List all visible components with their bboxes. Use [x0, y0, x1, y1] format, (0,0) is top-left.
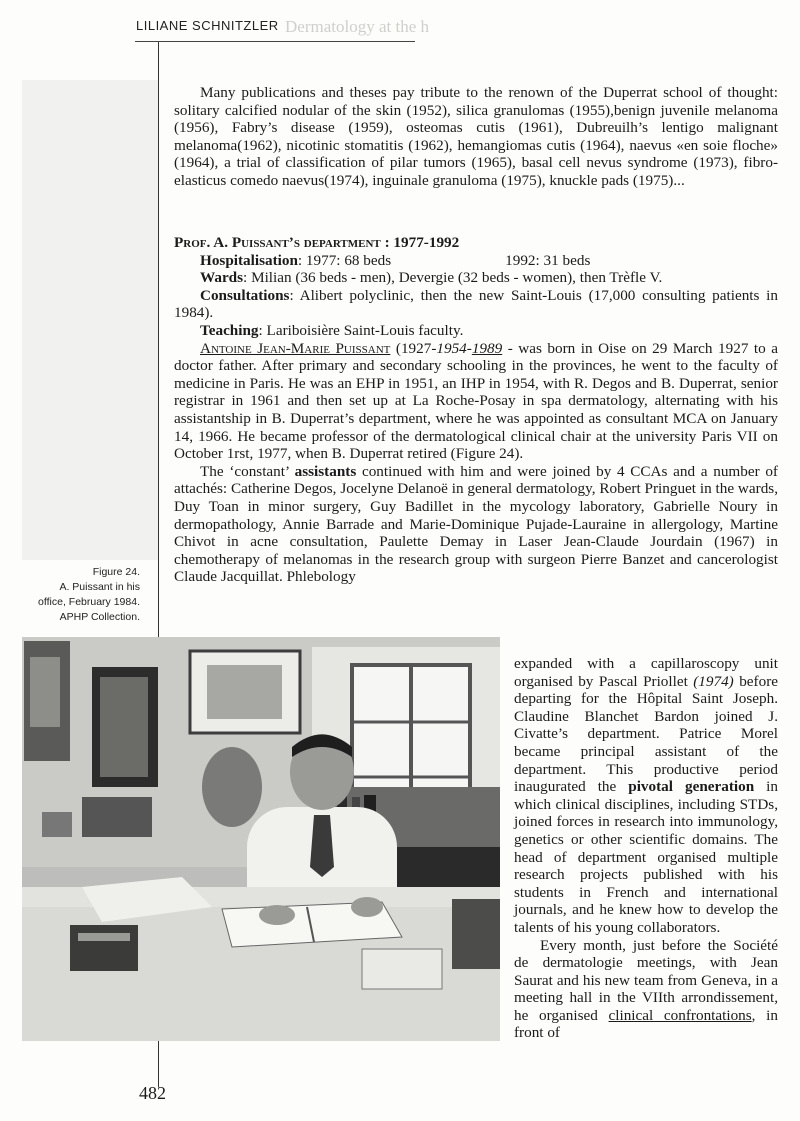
right-col-year: (1974)	[693, 672, 734, 690]
biography-text: - was born in Oise on 29 March 1927 to a doctor father. After primary and secondary schooling in the provinces, he went to the faculty of medicine in Paris. He was an EHP in 1951, an IHP in 1954, with R. Degos and B. Duperrat, senior registrar in 1961 and then set up at La Roche-Posay in spa dermatology, alternating with his assistantship in B. Duperrat’s department, where he was appointed as consultant MCA on January 14, 1966. He became professor of the dermatological clinical chair at the university Paris VII on October 1rst, 1977, when B. Duperrat retired (Figure 24).	[174, 339, 778, 463]
meetings-paragraph	[514, 937, 778, 1043]
assistants-bold: assistants	[294, 462, 357, 480]
wards-text: : Milian (36 beds - men), Devergie (32 beds - women), then Trèfle V.	[243, 269, 663, 287]
right-col-line2: organised by Pascal Priollet	[514, 672, 694, 690]
caption-credit: APHP Collection.	[59, 611, 140, 623]
caption-line2: A. Puissant in his	[59, 581, 140, 593]
department-block	[174, 234, 778, 586]
caption-line3: office, February 1984.	[38, 596, 140, 608]
biography-date-end: 1989	[471, 339, 503, 357]
intro-paragraph: Many publications and theses pay tribute to the renown of the Duperrat school of thought: solitary calcified nodular of the skin (1952), silica granulomas (1955),benign juvenile melanoma (1956), Fabry’s disease (1959), osteomas cutis (1961), Dubreuilh’s lentigo malignant melanoma(1962), nicotinic stomatitis (1962), hemangiomas cutis (1964), naevus «en soie floche» (1964), a trial of classification of pilar tumors (1965), basal cell nevus syndrome (1973), fibro-elasticus comedo naevus(1974), inguinale granuloma (1975), knuckle pads (1975)...	[174, 84, 778, 189]
wards-line	[174, 269, 778, 287]
right-col-line3: before departing for the Hôpital Saint Joseph. Claudine Blanchet Bardon joined J. Civatte’s department. Patrice Morel became principal assistant of the department. This productive period inaugurated the	[514, 672, 778, 796]
right-column	[514, 655, 778, 1042]
biography-dates-open: (1927-	[390, 339, 437, 357]
biography-date-sep: -	[466, 339, 472, 357]
department-years: : 1977-1992	[380, 234, 460, 251]
wards-label: Wards	[200, 269, 244, 287]
department-title: Prof. A. Puissant’s department	[174, 234, 381, 251]
right-col-line4: in which clinical disciplines, including STDs, joined forces in research into immunology, genetics or other scientific domains. The head of department organised multiple research projects published with his students in French and international journals, and he knew how to develop the talents of his young collaborators.	[514, 778, 778, 936]
hospitalisation-line	[174, 252, 778, 270]
consultations-line	[174, 287, 778, 322]
teaching-label: Teaching	[200, 321, 259, 339]
office-photograph	[22, 637, 500, 1041]
header-rule	[135, 41, 415, 42]
intro-block	[174, 84, 778, 190]
left-margin-shade	[22, 80, 158, 560]
department-heading	[174, 234, 778, 252]
meetings-text: Every month, just before the Société de dermatologie meetings, with Jean Saurat and his new team from Geneva, in a meeting hall in the VIIth arrondissement, he organised	[514, 936, 778, 1024]
meetings-underlined: clinical confrontations	[608, 1006, 752, 1024]
biography-paragraph	[174, 340, 778, 463]
caption-figure-number: Figure 24.	[92, 566, 140, 578]
assistants-text: continued with him and were joined by 4 CCAs and a number of attachés: Catherine Degos, Jocelyne Delanoë in general dermatology, Robert Pringuet in the wards, Duy Toan in minor surgery, Guy Badillet in the mycology laboratory, Gabrielle Noury in dermopathology, Annie Barrade and Marie-Dominique Pujade-Lauraine in allergology, Martine Chivot in acne consultation, Paulette Demay in Laser Jean-Claude Jourdain (1967) in chemotherapy of melanomas in the research group with surgeon Pierre Banzet and cancerologist Claude Jacquillat. Phlebology	[174, 462, 778, 586]
right-col-line1: expanded with a capillaroscopy unit	[514, 655, 778, 672]
consultations-label: Consultations	[200, 286, 290, 304]
teaching-text: : Lariboisière Saint-Louis faculty.	[258, 321, 464, 339]
figure-caption	[30, 565, 140, 625]
right-col-bold: pivotal generation	[628, 778, 755, 796]
hospitalisation-1977: : 1977: 68 beds	[297, 251, 392, 269]
assistants-pre: The ‘constant’	[200, 462, 295, 480]
biography-name: Antoine Jean-Marie Puissant	[200, 339, 391, 357]
biography-date-start: 1954	[436, 339, 467, 357]
hospitalisation-label: Hospitalisation	[200, 251, 298, 269]
ghost-running-title: Dermatology at the h	[285, 17, 429, 36]
right-column-paragraph	[514, 655, 778, 937]
assistants-paragraph	[174, 463, 778, 586]
consultations-text: : Alibert polyclinic, then the new Saint-Louis (17,000 consulting patients in 1984).	[174, 286, 778, 322]
hospitalisation-1992: 1992: 31 beds	[505, 251, 591, 269]
page-number: 482	[139, 1083, 166, 1103]
running-header-author: LILIANE SCHNITZLER	[136, 18, 279, 33]
teaching-line	[174, 322, 778, 340]
meetings-end: , in front of	[514, 1006, 778, 1042]
